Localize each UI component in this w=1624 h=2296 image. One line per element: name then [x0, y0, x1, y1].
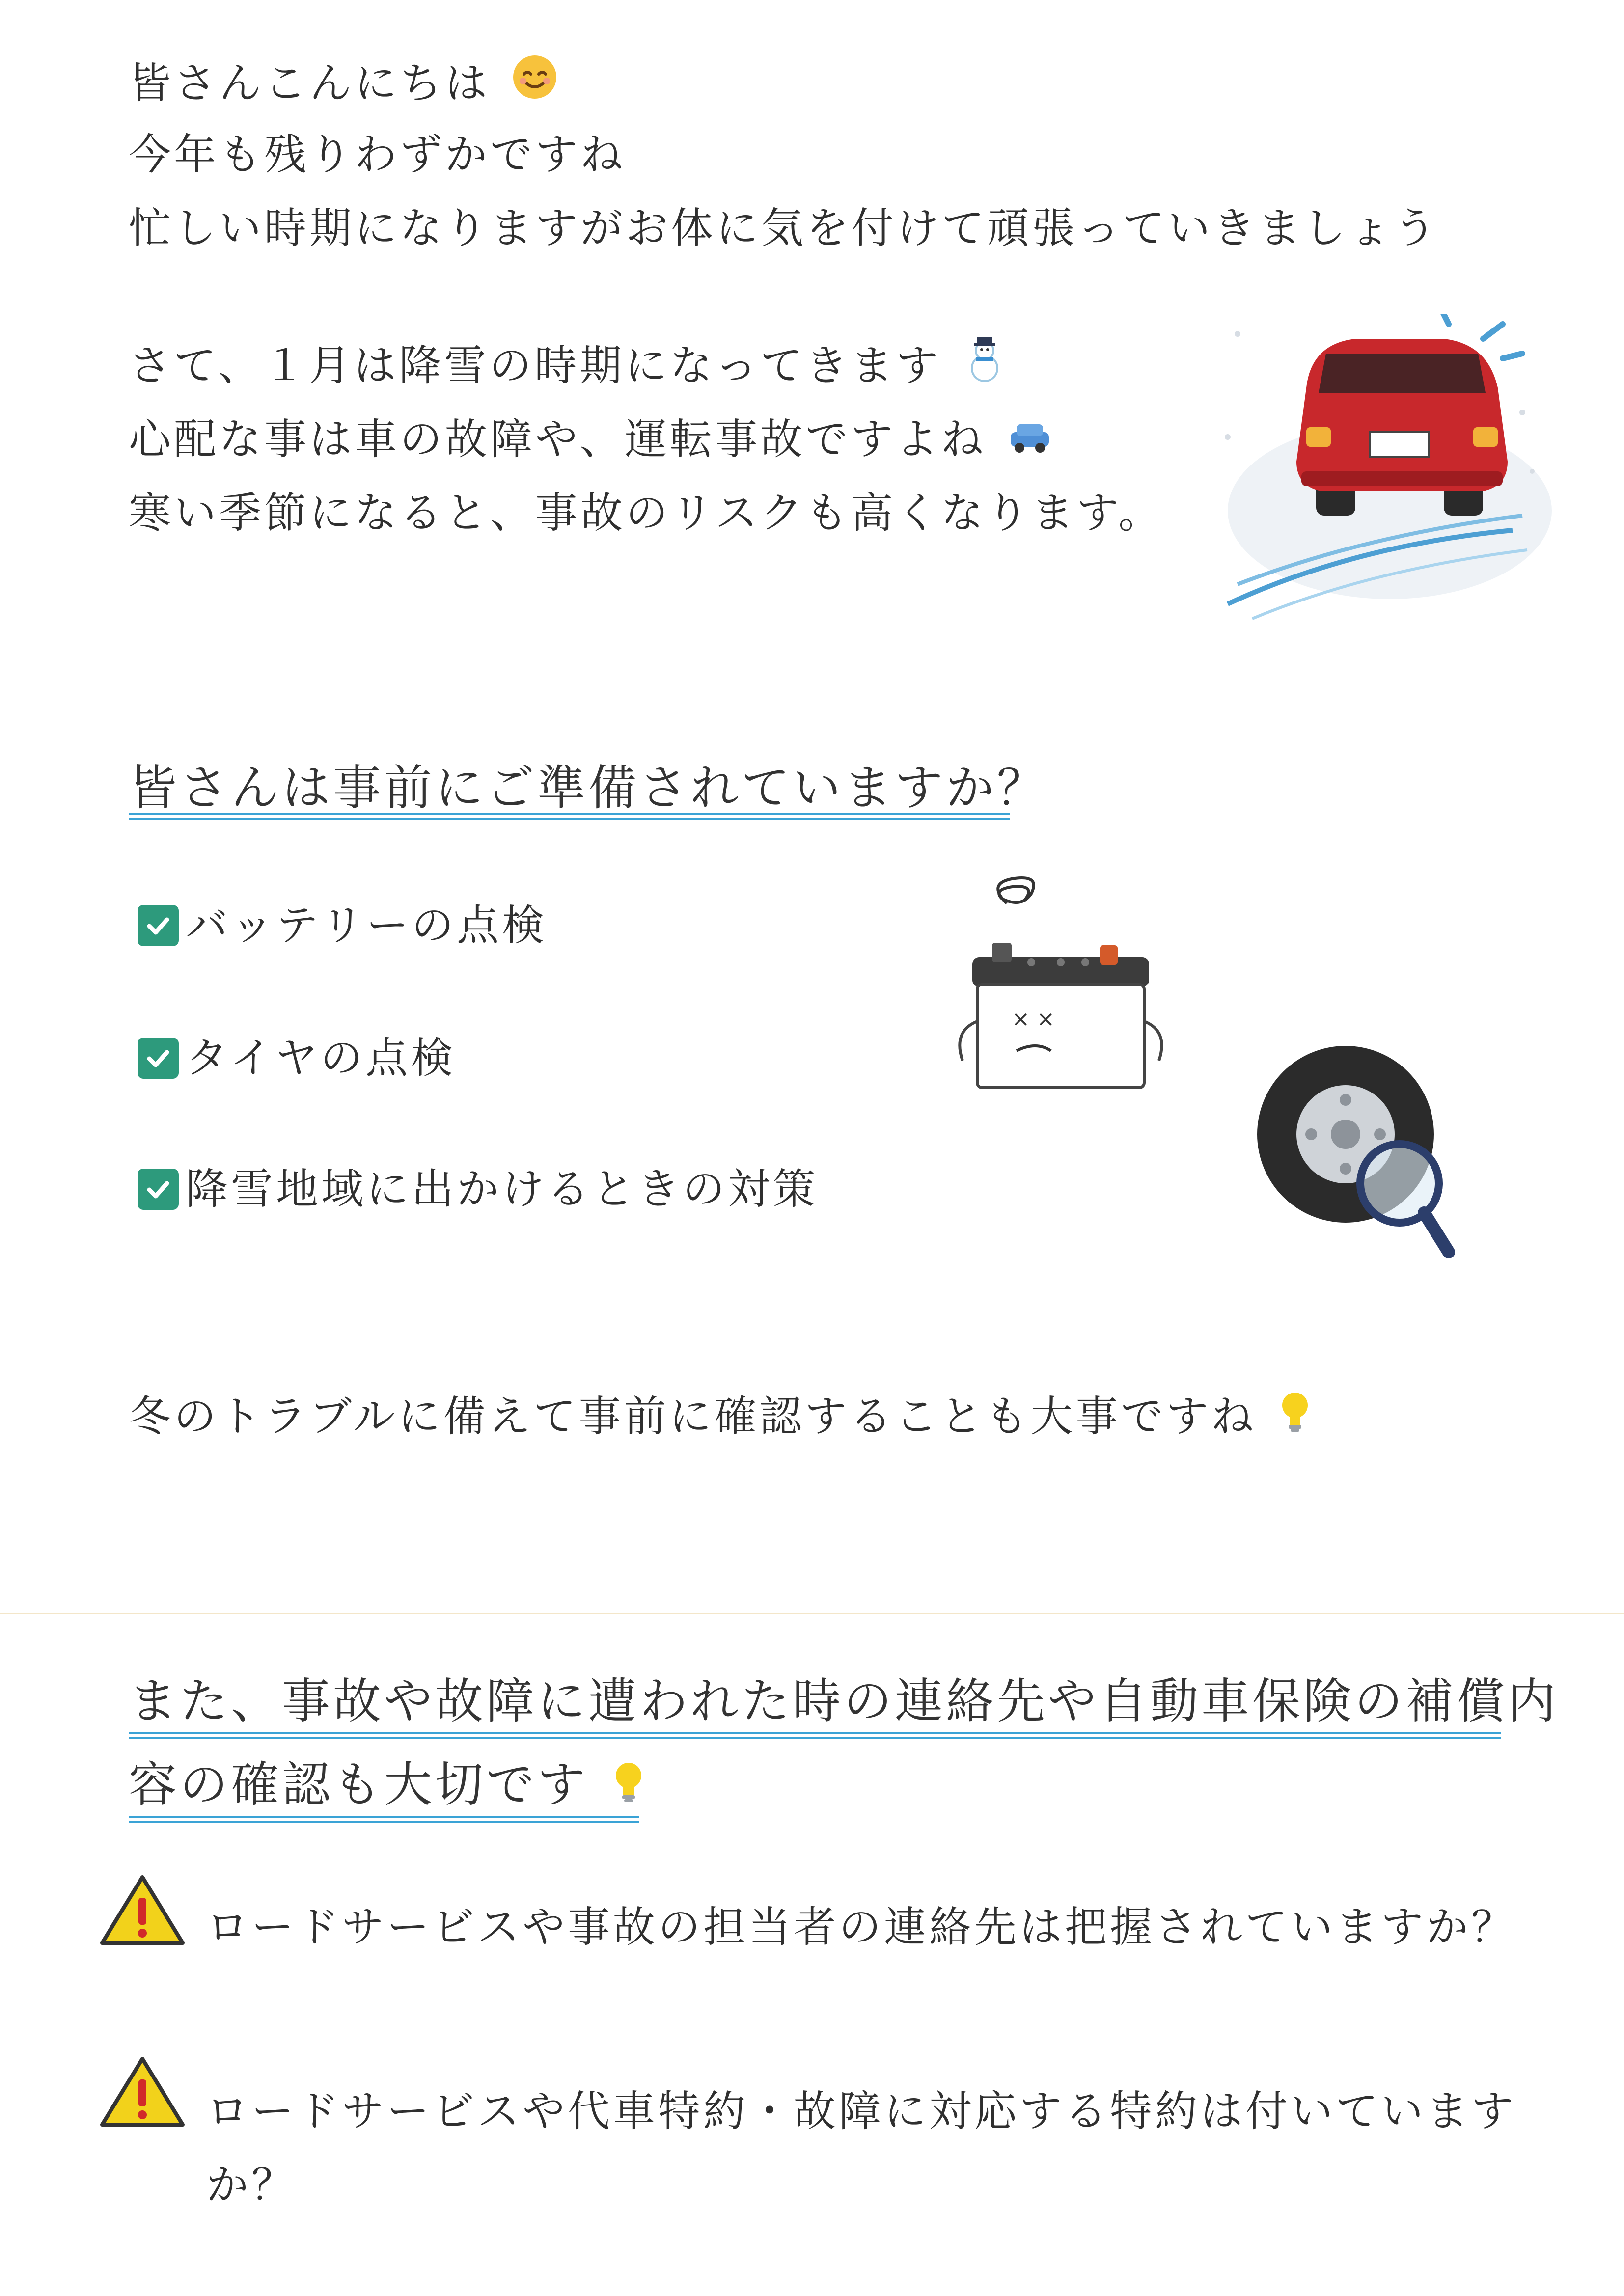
- section2-heading-underline-2: [129, 1816, 639, 1823]
- svg-text:× ×: × ×: [1012, 1007, 1055, 1032]
- page-divider: [0, 1613, 1624, 1614]
- checkbox-icon: [138, 1038, 179, 1079]
- skidding-car-illustration: [1208, 314, 1562, 630]
- warning-item-1: ロードサービスや事故の担当者の連絡先は把握されていますか？: [206, 1903, 1516, 1952]
- greeting-line: 皆さんこんにちは: [129, 47, 558, 123]
- warning-triangle-icon: [98, 2055, 187, 2131]
- section1-closing: 冬のトラブルに備えて事前に確認することも大事ですね: [129, 1380, 1312, 1456]
- warning-item-2-line2: か？: [206, 2160, 297, 2210]
- light-bulb-icon: [611, 1751, 646, 1825]
- section1-heading: 皆さんは事前にご準備されていますか？: [129, 760, 1048, 816]
- intro-line-6: 寒い季節になると、事故のリスクも高くなります。: [129, 489, 1164, 538]
- section2-heading-line1: また、事故や故障に遭われた時の連絡先や自動車保険の補償内: [129, 1673, 1559, 1729]
- intro-line-4: さて、１月は降雪の時期になってきます: [129, 329, 1007, 406]
- checkbox-icon: [138, 905, 179, 946]
- section1-heading-underline: [129, 813, 1010, 820]
- intro-line-2: 今年も残りわずかですね: [129, 130, 626, 179]
- warning-item-2-line1: ロードサービスや代車特約・故障に対応する特約は付いています: [206, 2087, 1516, 2136]
- checklist-item-snow: 降雪地域に出かけるときの対策: [138, 1160, 818, 1219]
- warning-triangle-icon: [98, 1873, 187, 1949]
- checklist-item-battery: バッテリーの点検: [138, 896, 547, 955]
- section2-heading-line2: 容の確認も大切です: [129, 1748, 646, 1825]
- intro-line-5: 心配な事は車の故障や、運転事故ですよね: [129, 403, 1052, 479]
- checkbox-icon: [138, 1169, 179, 1210]
- snowman-icon: [963, 332, 1007, 406]
- section2-heading-underline: [129, 1732, 1501, 1739]
- intro-line-3: 忙しい時期になりますがお体に気を付けて頑張っていきましょう: [129, 204, 1439, 253]
- car-icon: [1008, 406, 1052, 479]
- battery-illustration: [933, 874, 1188, 1131]
- smiling-face-icon: [511, 50, 558, 123]
- light-bulb-icon: [1278, 1383, 1312, 1456]
- checklist-item-tire: タイヤの点検: [138, 1029, 456, 1088]
- tire-inspection-illustration: [1247, 1036, 1483, 1274]
